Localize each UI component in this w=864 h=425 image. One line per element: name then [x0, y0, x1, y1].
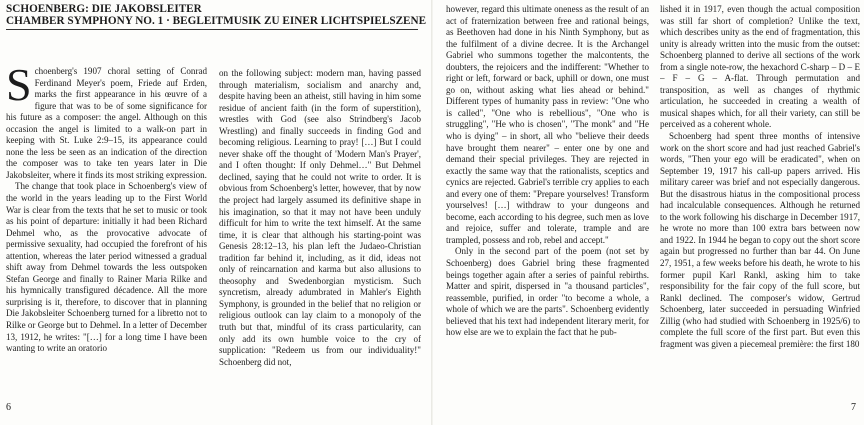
paragraph: on the following subject: modern man, having passed through materialism, socialism and anarchy and, despite having been an atheist, still having in him some residue of ancient faith (in the form of superstition), wrestles with God (see also Strindberg's Jacob Wrestling) and finally succeeds in finding God and becoming religious. Learning to pray! […] But I could never shake off the thought of 'Modern Man's Prayer', and I often thought: If only Dehmel…" But Dehmel declined, saying that he could not write to order. It is obvious from Schoenberg's letter, however, that by now the project had largely assumed its definitive shape in his imagination, so that it may not have been unduly difficult for him to write the text himself. At the same time, it is clear that although his starting-point was Genesis 28:12–13, his plan left the Judaeo-Christian tradition far behind it, including, as it did, ideas not only of reincarnation and karma but also allusions to theosophy and Swedenborgian mysticism. Such syncretism, already adumbrated in Mahler's Eighth Symphony, is grounded in the belief that no religion or religious outlook can lay claim to a monopoly of the truth but that, mindful of its crass particularity, can only add its own humble voice to the cry of supplication: "Redeem us from our individuality!" Schoenberg did not, — [219, 68, 421, 367]
paragraph: lished it in 1917, even though the actual composition was still far short of completion? Unlike the text, which describes unity as the end of fragmentation, this unity is already written into the music from the outset: Schoenberg planned to derive all sections of the work from a single note-row, the hexachord C-sharp – D – E – F – G – A-flat. Through permutation and transposition, as well as changes of rhythmic articulation, he succeeded in creating a wealth of musical shapes which, for all their variety, can still be perceived as a coherent whole. — [660, 4, 860, 130]
page-7 — [432, 0, 864, 425]
text-column — [219, 68, 421, 399]
page-number: 7 — [851, 402, 856, 413]
paragraph: Schoenberg had spent three months of intensive work on the short score and had just reached Gabriel's words, "Then your ego will be eradicated", when on September 19, 1917 his call-up papers arrived. His military career was brief and not especially dangerous. But the disastrous hiatus in the compositional process had incalculable consequences. Although he returned to the work following his discharge in December 1917, he wrote no more than 100 extra bars between now and 1922. In 1944 he began to copy out the short score again but progressed no further than bar 44. On June 27, 1951, a few weeks before his death, he wrote to his former pupil Karl Rankl, asking him to take responsibility for the fair copy of the full score, but Rankl declined. The composer's widow, Gertrud Schoenberg, later succeeded in persuading Winfried Zillig (who had studied with Schoenberg in 1925/6) to complete the full score of the first part. But even this fragment was given a piecemeal première: the first 180 — [660, 131, 860, 349]
heading-line-2: CHAMBER SYMPHONY NO. 1 · BEGLEITMUSIK ZU EINER LICHTSPIELSZENE — [6, 14, 427, 27]
text-column — [660, 4, 860, 396]
heading-line-1: SCHOENBERG: DIE JAKOBSLEITER — [6, 3, 202, 15]
paragraph: Only in the second part of the poem (not set by Schoenberg) does Gabriel bring these fragmented beings together again after a series of painful rebirths. Matter and spirit, dispersed in "a thousand particles", reassemble, purified, in order "to become a whole, a whole of which we are the parts". Schoenberg evidently believed that his text had independent literary merit, for how else are we to explain the fact that he pub- — [446, 246, 649, 338]
text-column — [6, 66, 207, 399]
heading-rule — [6, 29, 418, 30]
paragraph: Schoenberg's 1907 choral setting of Conrad Ferdinand Meyer's poem, Friede auf Erden, marks the first appearance in his œuvre of a figure that was to be of some significance for his future as a composer: the angel. Although on this occasion the angel is limited to a walk-on part in keeping with St. Luke 2:9–15, its appearance could none the less be seen as an indication of the direction the composer was to take ten years later in Die Jakobsleiter, where it finds its most striking expression. — [6, 66, 207, 180]
page-number: 6 — [6, 402, 11, 413]
paragraph: The change that took place in Schoenberg's view of the world in the years leading up to the First World War is clear from the texts that he set to music or took as his point of departure: initially it had been Richard Dehmel who, as the provocative advocate of permissive sexuality, had occupied the forefront of his attention, whereas the later period witnessed a gradual shift away from Dehmel towards the less outspoken Stefan George and finally to Rainer Maria Rilke and his hymnically transfigured décadence. All the more surprising is it, therefore, to discover that in planning Die Jakobsleiter Schoenberg turned for a libretto not to Rilke or George but to Dehmel. In a letter of December 13, 1912, he writes: "[…] for a long time I have been wanting to write an oratorio — [6, 181, 207, 354]
paragraph: however, regard this ultimate oneness as the result of an act of fraternization between free and rational beings, as Beethoven had done in his Ninth Symphony, but as the fulfilment of a divine decree. It is the Archangel Gabriel who summons together the malcontents, the doubters, the rejoicers and the indifferent: "Whether to right or left, forward or back, uphill or down, one must go on, without asking what lies ahead or behind." Different types of humanity pass in review: "One who is called", "One who is rebellious", "One who is struggling", "He who is chosen", "The monk" and "He who is dying" – in short, all who "believe their deeds have brought them nearer" – enter one by one and demand their special privileges. They are rejected in exactly the same way that the rationalists, sceptics and cynics are rejected. Gabriel's terrible cry applies to each and every one of them: "Prepare yourselves! Transform yourselves! […] withdraw to your dungeons and become, each according to his degree, such men as love and rejoice, suffer and tolerate, trample and are trampled, possess and rob, rebel and accept." — [446, 4, 649, 245]
booklet-heading — [6, 4, 431, 27]
text-column — [446, 4, 649, 396]
drop-cap: S — [6, 66, 32, 110]
